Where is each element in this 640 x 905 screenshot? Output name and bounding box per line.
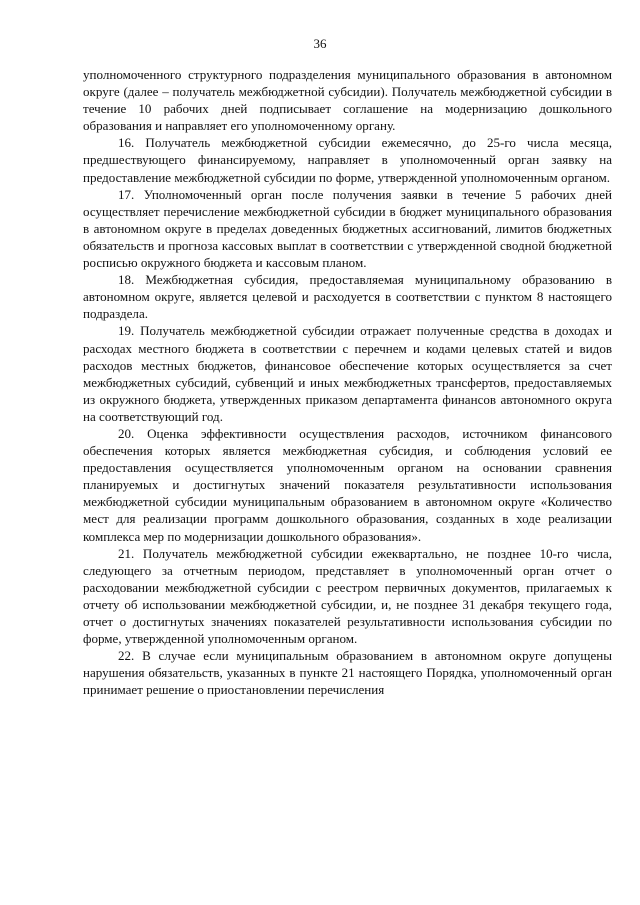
- document-body: [83, 66, 612, 698]
- paragraph-item-18: 18. Межбюджетная субсидия, предоставляемая муниципальному образованию в автономном округе, является целевой и расходуется в соответствии с пунктом 8 настоящего подраздела.: [83, 272, 612, 322]
- paragraph-item-22: 22. В случае если муниципальным образованием в автономном округе допущены нарушения обязательств, указанных в пункте 21 настоящего Порядка, уполномоченный орган принимает решение о приостановлении перечисления: [83, 648, 612, 698]
- paragraph-item-19: 19. Получатель межбюджетной субсидии отражает полученные средства в доходах и расходах местного бюджета в соответствии с перечнем и кодами целевых статей и видов расходов местных бюджетов, финансовое обеспечение которых осуществляется за счет межбюджетных субсидий, субвенций и иных межбюджетных трансфертов, предоставляемых из окружного бюджета, утвержденных приказом департамента финансов автономного округа на соответствующий год.: [83, 323, 612, 424]
- paragraph-continuation: уполномоченного структурного подразделения муниципального образования в автономном округе (далее – получатель межбюджетной субсидии). Получатель межбюджетной субсидии в течение 10 рабочих дней подписывает соглашение на модернизацию дошкольного образования и направляет его уполномоченному органу.: [83, 67, 612, 134]
- paragraph-item-17: 17. Уполномоченный орган после получения заявки в течение 5 рабочих дней осуществляет перечисление межбюджетной субсидии в бюджет муниципального образования в автономном округе в пределах доведенных бюджетных ассигнований, лимитов бюджетных обязательств и прогноза кассовых выплат в соответствии с утвержденной сводной бюджетной росписью окружного бюджета и кассовым планом.: [83, 186, 612, 271]
- page-number: 36: [313, 36, 327, 51]
- paragraph-item-16: 16. Получатель межбюджетной субсидии ежемесячно, до 25-го числа месяца, предшествующего финансируемому, направляет в уполномоченный орган заявку на предоставление межбюджетной субсидии по форме, утвержденной уполномоченным органом.: [83, 135, 612, 185]
- paragraph-item-20: 20. Оценка эффективности осуществления расходов, источником финансового обеспечения которых является межбюджетная субсидия, и соблюдения условий ее предоставления осуществляется уполномоченным органом на основании сравнения планируемых и достигнутых значений показателя результативности использования межбюджетной субсидии муниципальным образованием в автономном округе «Количество мест для реализации программ дошкольного образования, созданных в ходе реализации комплекса мер по модернизации дошкольного образования».: [83, 425, 612, 544]
- paragraph-item-21: 21. Получатель межбюджетной субсидии ежеквартально, не позднее 10-го числа, следующего за отчетным периодом, представляет в уполномоченный орган отчет о расходовании межбюджетной субсидии с реестром первичных документов, прилагаемых к отчету об использовании межбюджетной субсидии, и, не позднее 31 декабря текущего года, отчет о достигнутых значениях показателей результативности использования субсидии по форме, утвержденной уполномоченным органом.: [83, 545, 612, 647]
